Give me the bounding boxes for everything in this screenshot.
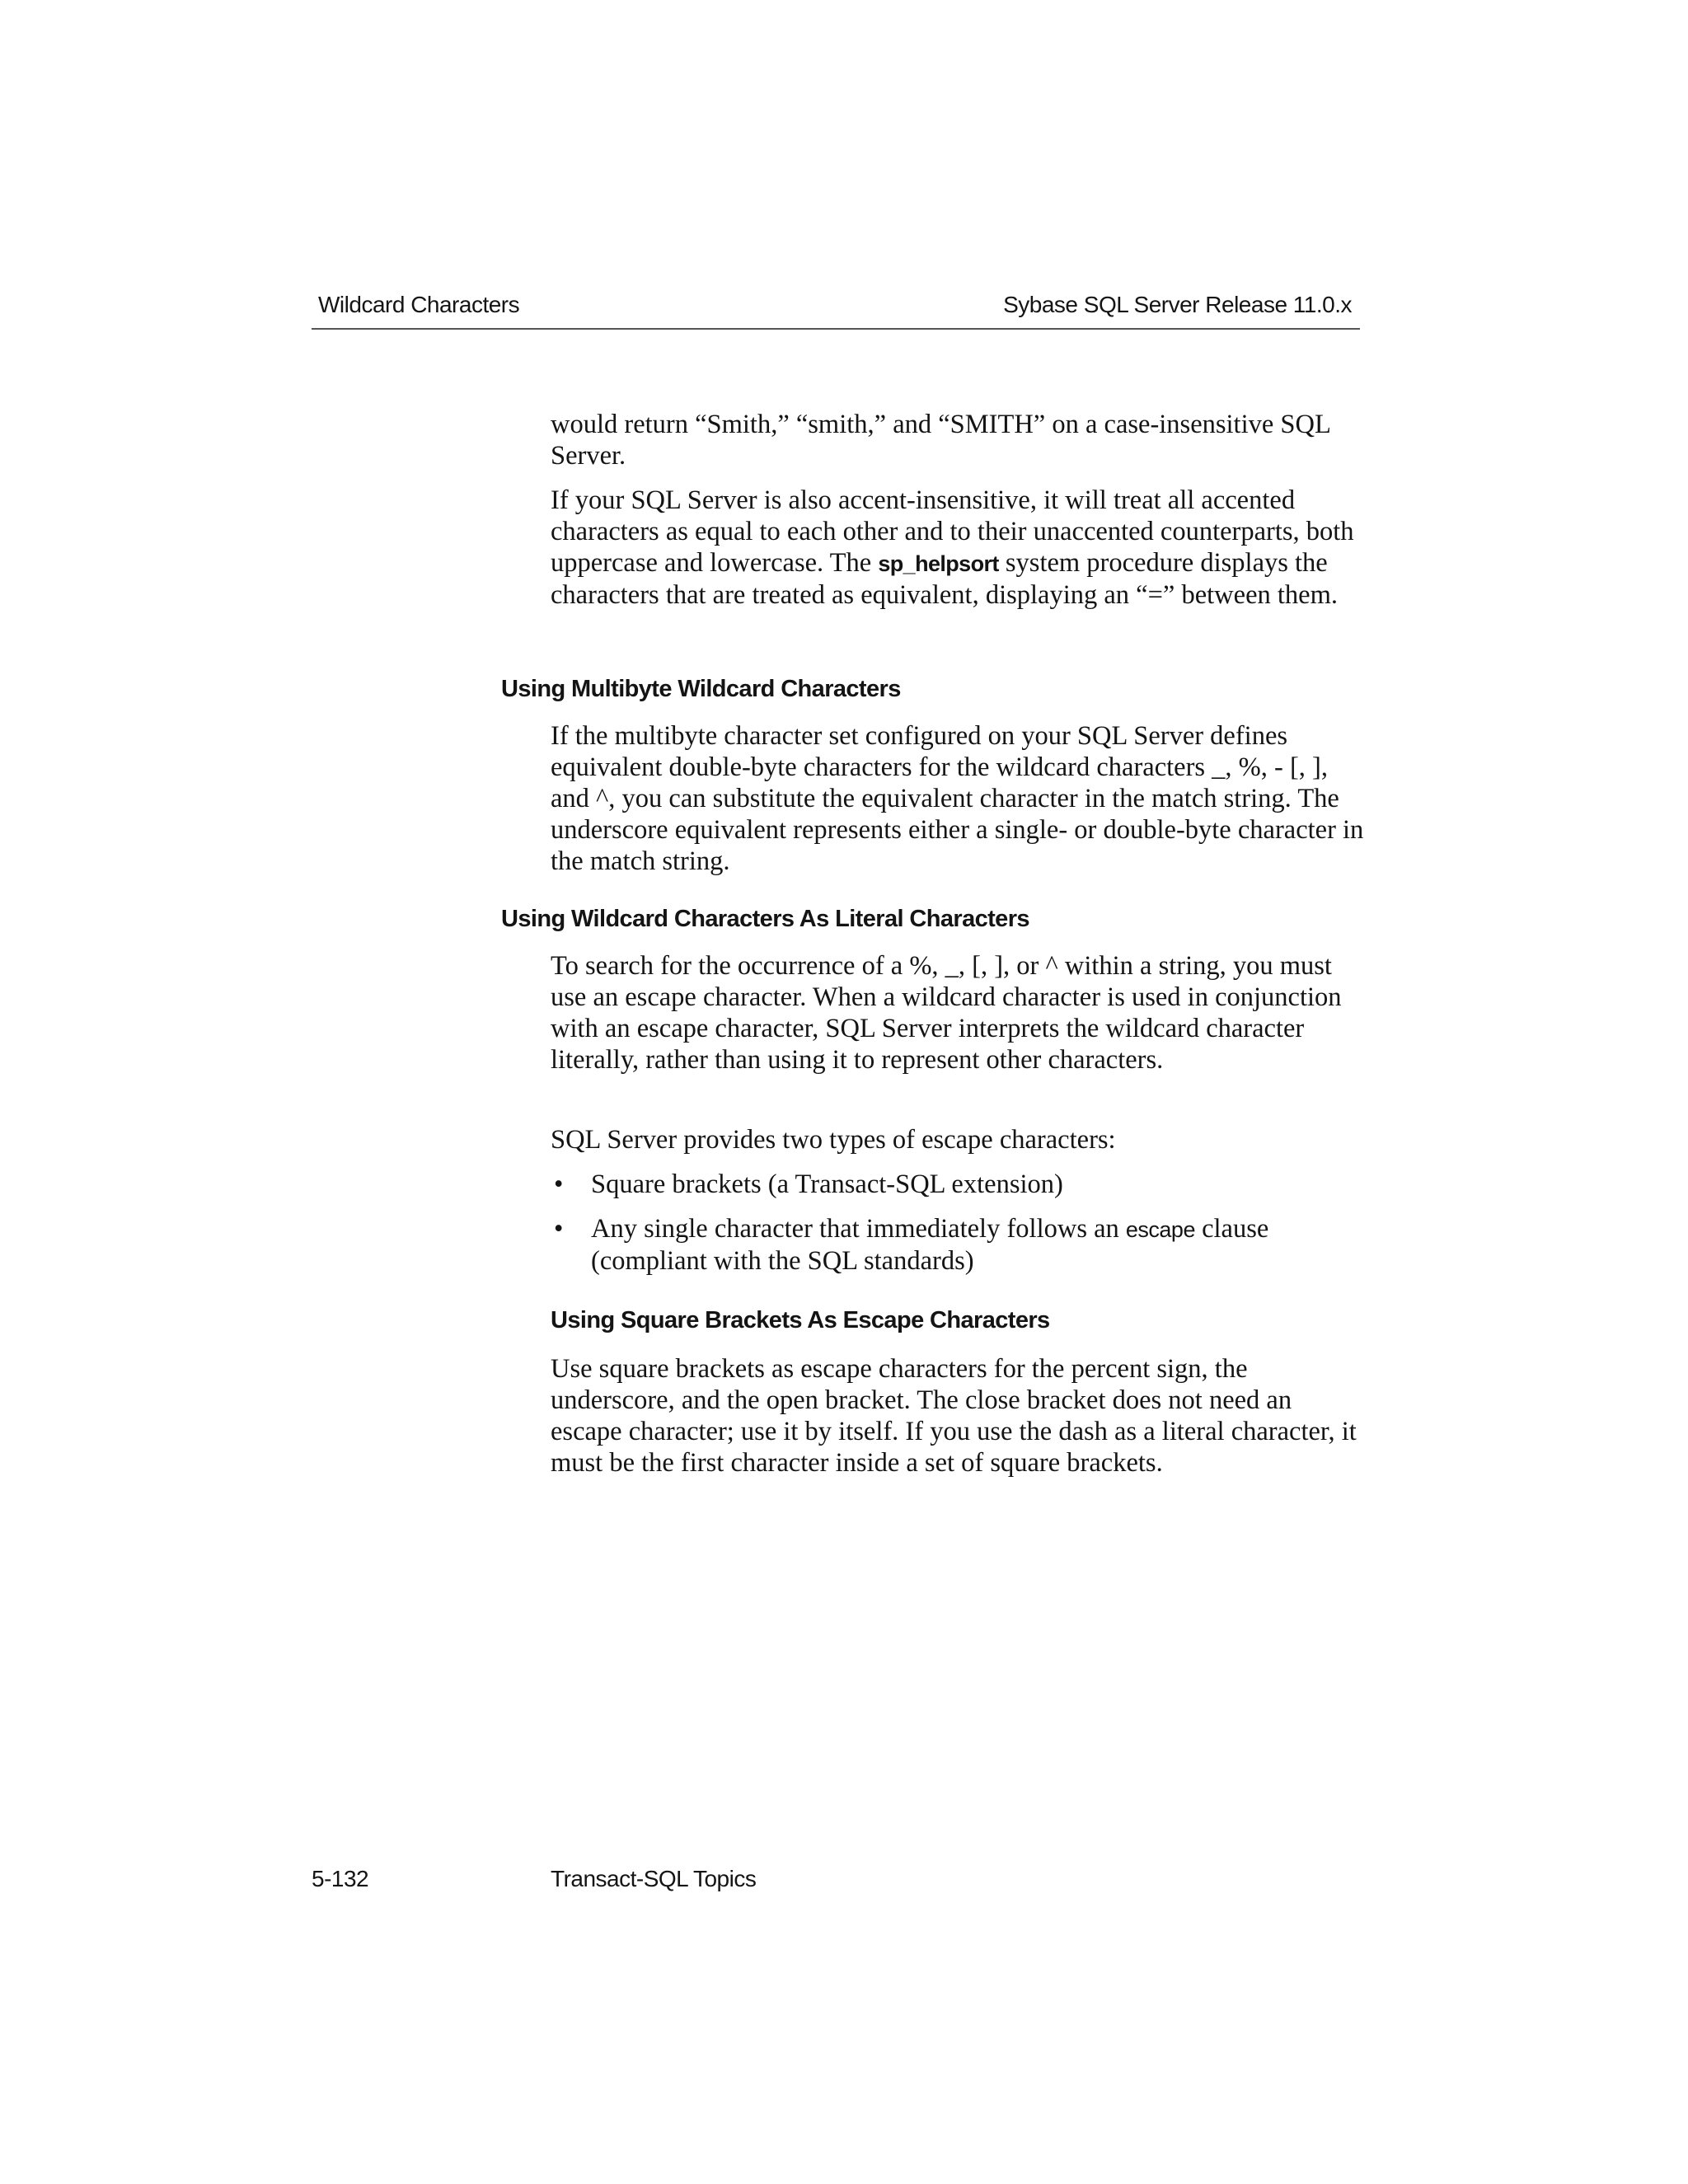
- heading-square-brackets: Using Square Brackets As Escape Characters: [551, 1307, 1050, 1333]
- running-header: [312, 290, 1360, 330]
- heading-literal-characters: Using Wildcard Characters As Literal Characters: [501, 906, 1029, 932]
- paragraph-multibyte: If the multibyte character set configured on your SQL Server defines equivalent double-byte characters for the wildcard characters _, %, - [, ], and ^, you can substitute the equivalent character in the match string. The underscore equivalent represents either a single- or double-byte character in the match string.: [551, 721, 1364, 876]
- heading-multibyte-wildcards: Using Multibyte Wildcard Characters: [501, 676, 901, 702]
- code-sp-helpsort: sp_helpsort: [878, 551, 999, 576]
- header-product-release: Sybase SQL Server Release 11.0.x: [1003, 292, 1352, 317]
- paragraph-escape-character: To search for the occurrence of a %, _, [, ], or ^ within a string, you must use an escape character. When a wildcard character is used in conjunction with an escape character, SQL Server interprets the wildcard character literally, rather than using it to represent other characters.: [551, 951, 1342, 1075]
- paragraph-text: If your SQL Server is also accent-insensitive, it will treat all accented characters as equal to each other and to their unaccented counterparts, both uppercase and lowercase. The: [551, 485, 1354, 578]
- list-item: [551, 1169, 1367, 1201]
- bullet-glyph: •: [554, 1214, 564, 1244]
- paragraph-square-brackets: Use square brackets as escape characters for the percent sign, the underscore, and the open bracket. The close bracket does not need an escape character; use it by itself. If you use the dash as a literal character, it must be the first character inside a set of square brackets.: [551, 1354, 1357, 1478]
- header-section-title: Wildcard Characters: [318, 292, 520, 317]
- code-escape: escape: [1125, 1217, 1195, 1242]
- list-item: [551, 1213, 1367, 1277]
- list-item-text: Square brackets (a Transact-SQL extension): [591, 1169, 1063, 1199]
- running-footer: [312, 1864, 1360, 1897]
- paragraph-text: system procedure displays the characters that are treated as equivalent, displaying an “=” between them.: [551, 548, 1338, 610]
- footer-chapter-title: Transact-SQL Topics: [551, 1866, 757, 1891]
- paragraph-escape-types: SQL Server provides two types of escape characters:: [551, 1125, 1116, 1155]
- paragraph-case-insensitive: would return “Smith,” “smith,” and “SMITH” on a case-insensitive SQL Server.: [551, 410, 1330, 471]
- bullet-glyph: •: [554, 1169, 564, 1199]
- paragraph-accent-insensitive: [551, 485, 1367, 611]
- page-number: 5-132: [312, 1866, 369, 1891]
- list-item-text: Any single character that immediately follows an escape clause (compliant with the SQL standards): [591, 1214, 1269, 1276]
